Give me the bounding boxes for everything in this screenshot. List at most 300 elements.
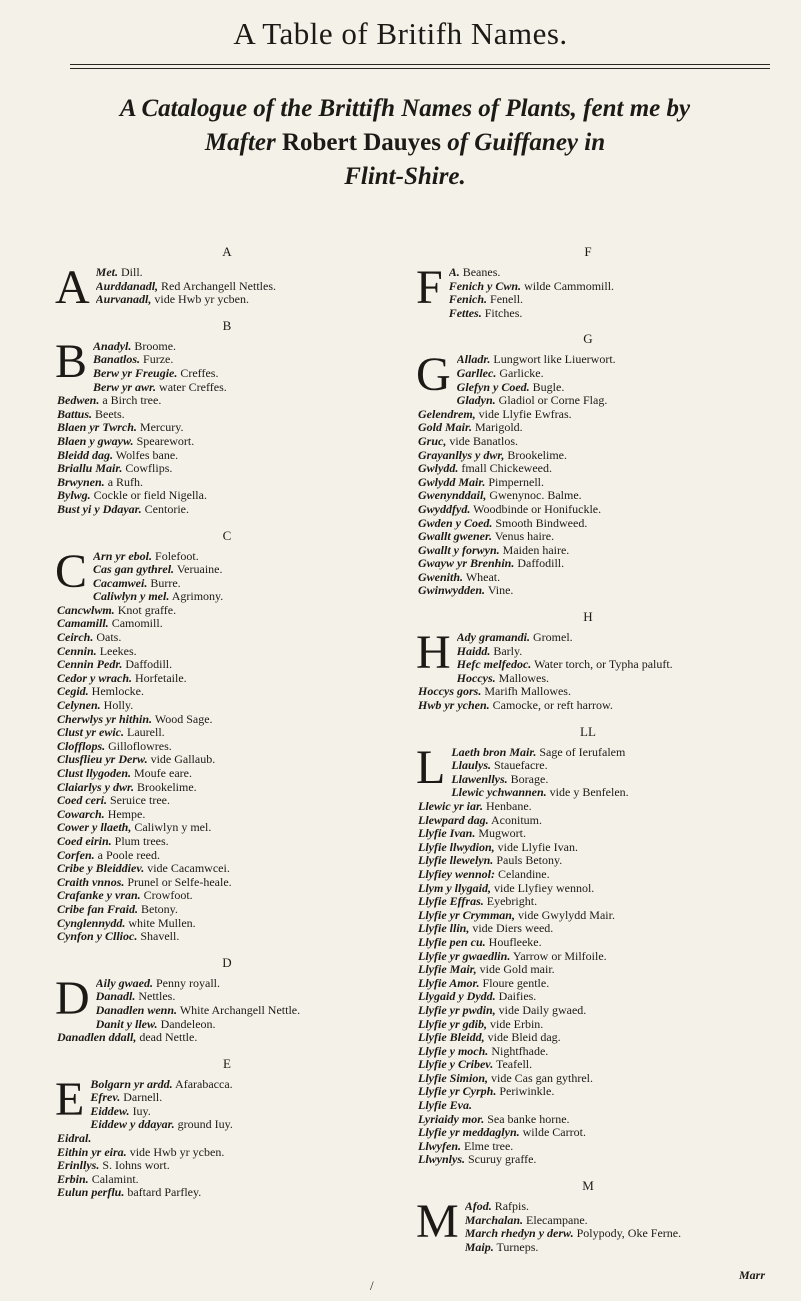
english-name: vide Hwb yr ycben. [154, 293, 249, 307]
letter-section [55, 242, 397, 314]
english-name: Marigold. [475, 421, 523, 435]
welsh-name: March rhedyn y derw. [464, 1227, 574, 1241]
welsh-name: Llyfie Bleidd, [418, 1031, 485, 1045]
welsh-name: Fenich y Cwn. [448, 279, 522, 293]
english-name: Elme tree. [464, 1139, 514, 1153]
list-item [57, 462, 397, 476]
list-item [57, 1159, 397, 1173]
welsh-name: Cowarch. [57, 807, 105, 821]
list-item [57, 631, 397, 645]
list-item [418, 922, 758, 936]
list-item [418, 530, 758, 544]
list-item [57, 917, 397, 931]
welsh-name: Met. [95, 266, 119, 279]
list-item [418, 1072, 758, 1086]
list-item [57, 903, 397, 917]
list-item [96, 280, 397, 294]
welsh-name: Aurddanadl, [95, 279, 159, 293]
english-name: fmall Chickeweed. [461, 462, 552, 476]
list-item [57, 408, 397, 422]
list-item [57, 421, 397, 435]
welsh-name: Ady gramandi. [456, 631, 531, 645]
english-name: Aconitum. [491, 813, 543, 827]
welsh-name: Lyriaidy mor. [418, 1112, 485, 1126]
english-name: Cowflips. [125, 462, 173, 476]
welsh-name: Llyfie Ivan. [418, 827, 476, 841]
list-item [57, 435, 397, 449]
list-item [96, 1018, 397, 1032]
drop-cap: B [55, 334, 88, 388]
list-item [457, 658, 758, 672]
english-name: Gwenynoc. Balme. [489, 489, 582, 503]
list-item [90, 1105, 397, 1119]
english-name: Daffodill. [517, 557, 565, 571]
welsh-name: Cherwlys yr hithin. [57, 712, 153, 726]
english-name: Holly. [103, 699, 134, 713]
welsh-name: Llyfie yr Cyrph. [418, 1085, 497, 1099]
english-name: a Rufh. [107, 475, 144, 489]
english-name: Hempe. [107, 807, 146, 821]
list-item [57, 753, 397, 767]
list-item [418, 476, 758, 490]
english-name: vide Llyfiey wennol. [493, 881, 595, 895]
list-item [57, 862, 397, 876]
welsh-name: Llyfie Eva. [418, 1099, 472, 1113]
list-item [57, 740, 397, 754]
english-name: Furze. [143, 353, 174, 367]
welsh-name: Llyfie yr meddaglyn. [418, 1126, 520, 1140]
list-item [418, 963, 758, 977]
welsh-name: Cynfon y Cllioc. [57, 930, 138, 944]
list-item [418, 408, 758, 422]
english-name: Lungwort like Liuerwort. [493, 353, 616, 367]
english-name: Darnell. [123, 1091, 163, 1105]
welsh-name: Berw yr awr. [93, 380, 157, 394]
list-item [449, 307, 758, 321]
welsh-name: Llyfie Mair, [418, 963, 477, 977]
english-name: vide Diers weed. [472, 922, 554, 936]
list-item [57, 503, 397, 517]
welsh-name: Clust yr ewic. [57, 726, 125, 740]
list-item [57, 821, 397, 835]
entry-list [416, 261, 758, 320]
drop-cap: D [55, 971, 90, 1025]
english-name: vide Gold mair. [479, 963, 555, 977]
list-item [57, 1173, 397, 1187]
letter-section [418, 1176, 758, 1254]
welsh-name: Llaulys. [451, 759, 491, 773]
english-name: Horfetaile. [135, 671, 187, 685]
entry-list [55, 544, 397, 944]
list-item [57, 876, 397, 890]
welsh-name: Alladr. [456, 353, 491, 367]
letter-section [418, 607, 758, 713]
list-item [418, 1153, 758, 1167]
welsh-name: Cas gan gythrel. [93, 563, 175, 577]
list-item [451, 746, 758, 760]
welsh-name: Llyfie yr Crymman, [418, 908, 515, 922]
english-name: Garlicke. [499, 366, 544, 380]
english-name: a Poole reed. [97, 848, 160, 862]
welsh-name: Haidd. [456, 644, 491, 658]
list-item [451, 773, 758, 787]
welsh-name: Llyfie yr pwdin, [418, 1003, 496, 1017]
welsh-name: Danadl. [95, 990, 136, 1004]
list-item [93, 353, 397, 367]
list-item [457, 672, 758, 686]
english-name: Daffodill. [125, 658, 173, 672]
list-item [57, 849, 397, 863]
welsh-name: Llyfie Effras. [418, 895, 484, 909]
english-name: Agrimony. [171, 590, 224, 604]
list-item [449, 280, 758, 294]
list-item [57, 713, 397, 727]
english-name: Creffes. [180, 366, 219, 380]
welsh-name: Erinllys. [57, 1159, 100, 1173]
entry-list [416, 1195, 758, 1254]
entry-list [416, 740, 758, 1167]
list-item [57, 781, 397, 795]
list-item [57, 672, 397, 686]
english-name: Burre. [150, 576, 181, 590]
list-item [418, 990, 758, 1004]
english-name: Wheat. [465, 570, 501, 584]
list-item [418, 503, 758, 517]
welsh-name: Eiddew y ddayar. [90, 1118, 175, 1132]
english-name: wilde Cammomill. [524, 279, 615, 293]
welsh-name: Llyfie y Cribev. [418, 1058, 494, 1072]
english-name: Houfleeke. [488, 935, 542, 949]
english-name: vide Erbin. [489, 1017, 544, 1031]
list-item [418, 841, 758, 855]
running-head: A Table of Britifh Names. [233, 16, 568, 51]
list-item [418, 868, 758, 882]
welsh-name: Gwyddfyd. [418, 502, 471, 516]
list-item [418, 1004, 758, 1018]
welsh-name: Bolgarn yr ardd. [90, 1077, 173, 1091]
welsh-name: Cacamwei. [93, 576, 148, 590]
list-item [418, 517, 758, 531]
list-item [57, 658, 397, 672]
english-name: Mallowes. [498, 671, 549, 685]
list-item [418, 1113, 758, 1127]
welsh-name: Eithin yr eira. [57, 1145, 127, 1159]
list-item [93, 367, 397, 381]
english-name: Teafell. [495, 1058, 533, 1072]
english-name: Nightfhade. [491, 1044, 549, 1058]
english-name: Woodbinde or Honifuckle. [473, 502, 602, 516]
english-name: vide Hwb yr ycben. [129, 1145, 225, 1159]
english-name: Centorie. [144, 502, 189, 516]
english-name: Camocke, or reft harrow. [492, 699, 613, 713]
english-name: Beanes. [462, 266, 501, 279]
welsh-name: Gwenynddail, [418, 489, 487, 503]
english-name: Laurell. [127, 726, 165, 740]
welsh-name: Marchalan. [464, 1213, 524, 1227]
section-letter: C [222, 527, 232, 543]
welsh-name: Corfen. [57, 848, 95, 862]
list-item [418, 421, 758, 435]
list-item [457, 394, 758, 408]
english-name: Polypody, Oke Ferne. [576, 1227, 682, 1241]
english-name: Caliwlyn y mel. [134, 821, 212, 835]
english-name: Crowfoot. [143, 889, 193, 903]
english-name: vide Daily gwaed. [498, 1003, 587, 1017]
welsh-name: Gwinwydden. [418, 584, 486, 598]
list-item [418, 827, 758, 841]
title-line-2a: Mafter [204, 129, 282, 156]
welsh-name: Gwallt gwener. [418, 530, 493, 544]
list-item [465, 1241, 758, 1255]
catchword: Marr [738, 1268, 765, 1282]
welsh-name: Llyfie Simion, [418, 1071, 488, 1085]
english-name: ground Iuy. [177, 1118, 233, 1132]
english-name: vide Gallaub. [150, 753, 216, 767]
welsh-name: Llewpard dag. [418, 813, 489, 827]
welsh-name: Hoccys. [456, 671, 496, 685]
list-item [93, 590, 397, 604]
list-item [418, 854, 758, 868]
title-line-2 [40, 126, 770, 160]
list-item [418, 1140, 758, 1154]
english-name: Wood Sage. [154, 712, 213, 726]
english-name: S. Iohns wort. [102, 1159, 170, 1173]
welsh-name: Berw yr Freugie. [93, 366, 178, 380]
list-item [57, 767, 397, 781]
header-rule [70, 64, 770, 65]
list-item [57, 489, 397, 503]
list-item [57, 394, 397, 408]
english-name: Knot graffe. [117, 603, 177, 617]
english-name: Prunel or Selfe-heale. [127, 875, 232, 889]
english-name: vide y Benfelen. [549, 786, 629, 800]
section-letter: G [583, 331, 593, 347]
welsh-name: Hoccys gors. [418, 685, 482, 699]
list-item [418, 449, 758, 463]
letter-section [418, 722, 758, 1167]
drop-cap: G [416, 348, 451, 402]
title-line-1: A Catalogue of the Brittifh Names of Plants, fent me by [119, 95, 691, 122]
welsh-name: Clust llygoden. [57, 767, 132, 780]
english-name: Brookelime. [137, 780, 197, 794]
welsh-name: Claiarlys y dwr. [57, 780, 135, 794]
letter-section [57, 1054, 397, 1200]
welsh-name: Cedor y wrach. [57, 671, 132, 685]
list-item [93, 340, 397, 354]
english-name: Vine. [487, 584, 514, 598]
welsh-name: Llawenllys. [451, 772, 508, 786]
list-item [96, 266, 397, 280]
english-name: Beets. [95, 407, 125, 421]
english-name: Smooth Bindweed. [495, 516, 588, 530]
welsh-name: Gelendrem, [418, 407, 476, 421]
welsh-name: Ceirch. [57, 631, 94, 645]
english-name: Dill. [121, 266, 143, 279]
welsh-name: Fenich. [448, 293, 488, 307]
list-item [465, 1200, 758, 1214]
list-item [418, 571, 758, 585]
list-item [418, 544, 758, 558]
welsh-name: Clofflops. [57, 739, 106, 753]
drop-cap: E [55, 1072, 85, 1126]
english-name: dead Nettle. [139, 1031, 198, 1045]
welsh-name: Llyfiey wennol: [418, 867, 495, 881]
english-name: Gladiol or Corne Flag. [498, 394, 608, 408]
welsh-name: Fettes. [448, 306, 482, 320]
english-name: Dandeleon. [160, 1017, 216, 1031]
list-item [418, 462, 758, 476]
english-name: Henbane. [486, 800, 532, 813]
welsh-name: Eulun perflu. [57, 1186, 125, 1200]
list-item [418, 557, 758, 571]
english-name: Stauefacre. [494, 759, 548, 773]
welsh-name: Llwyfen. [418, 1139, 461, 1153]
english-name: Betony. [141, 902, 178, 916]
welsh-name: Danadlen wenn. [95, 1003, 178, 1017]
welsh-name: Eidral. [57, 1132, 92, 1146]
welsh-name: Cennin Pedr. [57, 658, 123, 672]
list-item [93, 563, 397, 577]
list-item [418, 909, 758, 923]
english-name: Daifies. [498, 990, 537, 1004]
welsh-name: Llyfie llin, [418, 922, 470, 936]
english-name: vide Llyfie Ewfras. [478, 407, 572, 421]
english-name: Borage. [510, 772, 549, 786]
english-name: Moufe eare. [134, 767, 192, 780]
english-name: Wolfes bane. [115, 448, 179, 462]
english-name: Marifh Mallowes. [484, 685, 571, 699]
letter-section [57, 953, 397, 1045]
list-item [418, 1126, 758, 1140]
english-name: Elecampane. [526, 1213, 588, 1227]
welsh-name: Gwallt y forwyn. [418, 543, 500, 557]
drop-cap: F [416, 261, 443, 314]
english-name: baftard Parfley. [127, 1186, 202, 1200]
welsh-name: Danadlen ddall, [57, 1031, 137, 1045]
english-name: Afarabacca. [175, 1077, 233, 1091]
header-rule-thin [70, 68, 770, 69]
list-item [457, 353, 758, 367]
english-name: Sea banke horne. [487, 1112, 570, 1126]
english-name: Yarrow or Milfoile. [512, 949, 607, 963]
welsh-name: Llyfie yr gdib, [418, 1017, 487, 1031]
list-item [451, 759, 758, 773]
welsh-name: Llygaid y Dydd. [418, 990, 496, 1004]
english-name: Fenell. [490, 293, 524, 307]
english-name: Spearewort. [136, 434, 195, 448]
english-name: Gromel. [533, 631, 573, 645]
left-column [57, 242, 397, 1209]
welsh-name: Llyfie y moch. [418, 1044, 489, 1058]
english-name: Pauls Betony. [496, 854, 563, 868]
list-item [418, 1099, 758, 1113]
welsh-name: Bleidd dag. [57, 448, 113, 462]
welsh-name: Gladyn. [456, 394, 496, 408]
english-name: white Mullen. [128, 916, 196, 930]
section-letter: M [582, 1178, 594, 1194]
welsh-name: Llym y llygaid, [418, 881, 491, 895]
entry-list [55, 971, 397, 1045]
list-item [451, 786, 758, 800]
welsh-name: Gwayw yr Brenhin. [418, 557, 515, 571]
drop-cap: L [416, 740, 446, 794]
english-name: Scuruy graffe. [468, 1153, 537, 1167]
english-name: Veruaine. [176, 563, 223, 577]
entry-list [55, 1072, 397, 1200]
english-name: vide Cacamwcei. [147, 862, 230, 876]
welsh-name: Coed ceri. [57, 794, 107, 808]
list-item [57, 726, 397, 740]
list-item [457, 381, 758, 395]
list-item [57, 1031, 397, 1045]
english-name: Iuy. [132, 1104, 151, 1118]
list-item [57, 1146, 397, 1160]
english-name: Barly. [493, 644, 523, 658]
english-name: Sage of Ierufalem [539, 745, 626, 759]
list-item [457, 631, 758, 645]
english-name: Nettles. [138, 990, 176, 1004]
english-name: Gilloflowres. [108, 739, 172, 753]
english-name: Maiden haire. [502, 543, 570, 557]
list-item [57, 685, 397, 699]
drop-cap: H [416, 626, 451, 680]
letter-section [418, 329, 758, 598]
welsh-name: Afod. [464, 1200, 492, 1214]
english-name: Floure gentle. [482, 976, 550, 990]
english-name: Hemlocke. [91, 685, 144, 699]
list-item [57, 1132, 397, 1146]
welsh-name: Laeth bron Mair. [451, 745, 537, 759]
english-name: Oats. [96, 631, 122, 645]
list-item [457, 645, 758, 659]
list-item [57, 604, 397, 618]
welsh-name: Llyfie Amor. [418, 976, 480, 990]
list-item [57, 476, 397, 490]
welsh-name: Craith vnnos. [57, 875, 125, 889]
welsh-name: Camamill. [57, 617, 109, 631]
list-item [96, 977, 397, 991]
english-name: Brookelime. [507, 448, 567, 462]
english-name: White Archangell Nettle. [179, 1003, 301, 1017]
welsh-name: Garllec. [456, 366, 497, 380]
english-name: Rafpis. [494, 1200, 530, 1214]
printer-mark: / [370, 1278, 374, 1293]
list-item [418, 800, 758, 814]
author-name: Robert Dauyes [281, 129, 441, 156]
list-item [418, 1045, 758, 1059]
welsh-name: Cribe fan Fraid. [57, 902, 139, 916]
welsh-name: Cribe y Bleiddiev. [57, 862, 145, 876]
welsh-name: Cegid. [57, 685, 89, 699]
section-letter: LL [580, 723, 596, 739]
english-name: Cockle or field Nigella. [93, 489, 207, 503]
drop-cap: A [55, 261, 90, 314]
english-name: Penny royall. [156, 976, 220, 990]
list-item [418, 1085, 758, 1099]
english-name: Bugle. [532, 380, 565, 394]
list-item [96, 1004, 397, 1018]
list-item [418, 1031, 758, 1045]
list-item [418, 699, 758, 713]
welsh-name: Eiddew. [90, 1104, 130, 1118]
letter-section [57, 316, 397, 517]
list-item [418, 814, 758, 828]
english-name: Leekes. [99, 644, 137, 658]
english-name: Pimpernell. [488, 475, 545, 489]
english-name: Red Archangell Nettles. [161, 279, 276, 293]
list-item [465, 1214, 758, 1228]
english-name: Eyebright. [486, 895, 538, 909]
